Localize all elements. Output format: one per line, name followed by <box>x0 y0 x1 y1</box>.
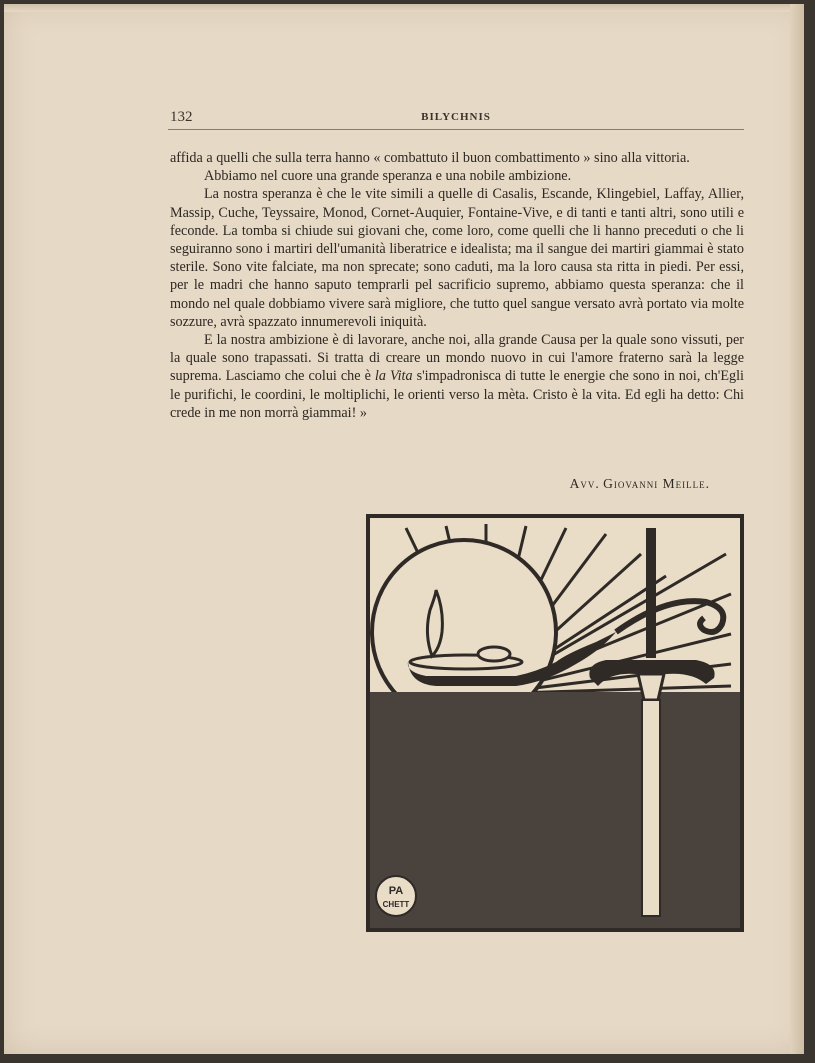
woodcut-illustration <box>366 514 744 932</box>
signature-prefix: Avv. <box>569 476 600 491</box>
paragraph-2: Abbiamo nel cuore una grande speranza e una nobile ambizione. <box>204 168 572 185</box>
paragraph-4 <box>170 331 744 422</box>
page-number: 132 <box>170 109 193 125</box>
journal-title: BILYCHNIS <box>421 111 491 123</box>
running-head <box>168 107 744 130</box>
author-signature <box>170 476 710 492</box>
paragraph-4-italic: la Vita <box>374 368 413 385</box>
paragraph-4-text-b: s'impadronisca di tutte le energie che sono in noi, ch'Egli le purifichi, le coordini, le moltiplichi, le orienti verso la mèta. Cristo è la vita. Ed egli ha detto: Chi crede in me non morrà giammai! » <box>170 368 744 421</box>
paragraph-4-text-a: E la nostra ambizione è di lavorare, anche noi, alla grande Causa per la quale sono vissuti, per la quale sono trapassati. Si tratta di creare un mondo nuovo in cui l'amore fraterno sarà la legge suprema. Lasciamo che colui che è <box>170 332 744 385</box>
monogram-bottom: CHETT <box>382 900 410 909</box>
dark-ground <box>370 692 740 928</box>
monogram-top: PA <box>388 885 404 897</box>
paragraph-1: affida a quelli che sulla terra hanno « combattuto il buon combattimento » sino alla vittoria. <box>170 150 690 166</box>
book-page <box>4 4 804 1054</box>
page-right-edge <box>790 4 804 1054</box>
page-top-edge <box>4 4 804 12</box>
article-body <box>170 149 744 422</box>
paragraph-3: La nostra speranza è che le vite simili a quelle di Casalis, Escande, Klingebiel, Laffay, Allier, Massip, Cuche, Teyssaire, Monod, Cornet-Auquier, Fontaine-Vive, e di tanti e tanti altri, sono utili e feconde. La tomba si chiude sui giovani che, come loro, come quelli che li hanno preceduti o che li seguiranno sono i martiri dell'umanità liberatrice e idealista; ma il sangue dei martiri giammai è stato sterile. Sono vite falciate, ma non sprecate; sono caduti, ma la loro causa sta ritta in piedi. Per essi, per le madri che hanno saputo temprarli pel sacrificio supremo, abbiamo questa speranza: che il mondo nel quale dobbiamo vivere sarà migliore, che tutto quel sangue versato avrà portato via molte sozzure, avrà spazzato innumerevoli iniquità. <box>170 186 744 330</box>
artist-monogram <box>376 876 416 916</box>
signature-name: Giovanni Meille. <box>603 476 710 491</box>
